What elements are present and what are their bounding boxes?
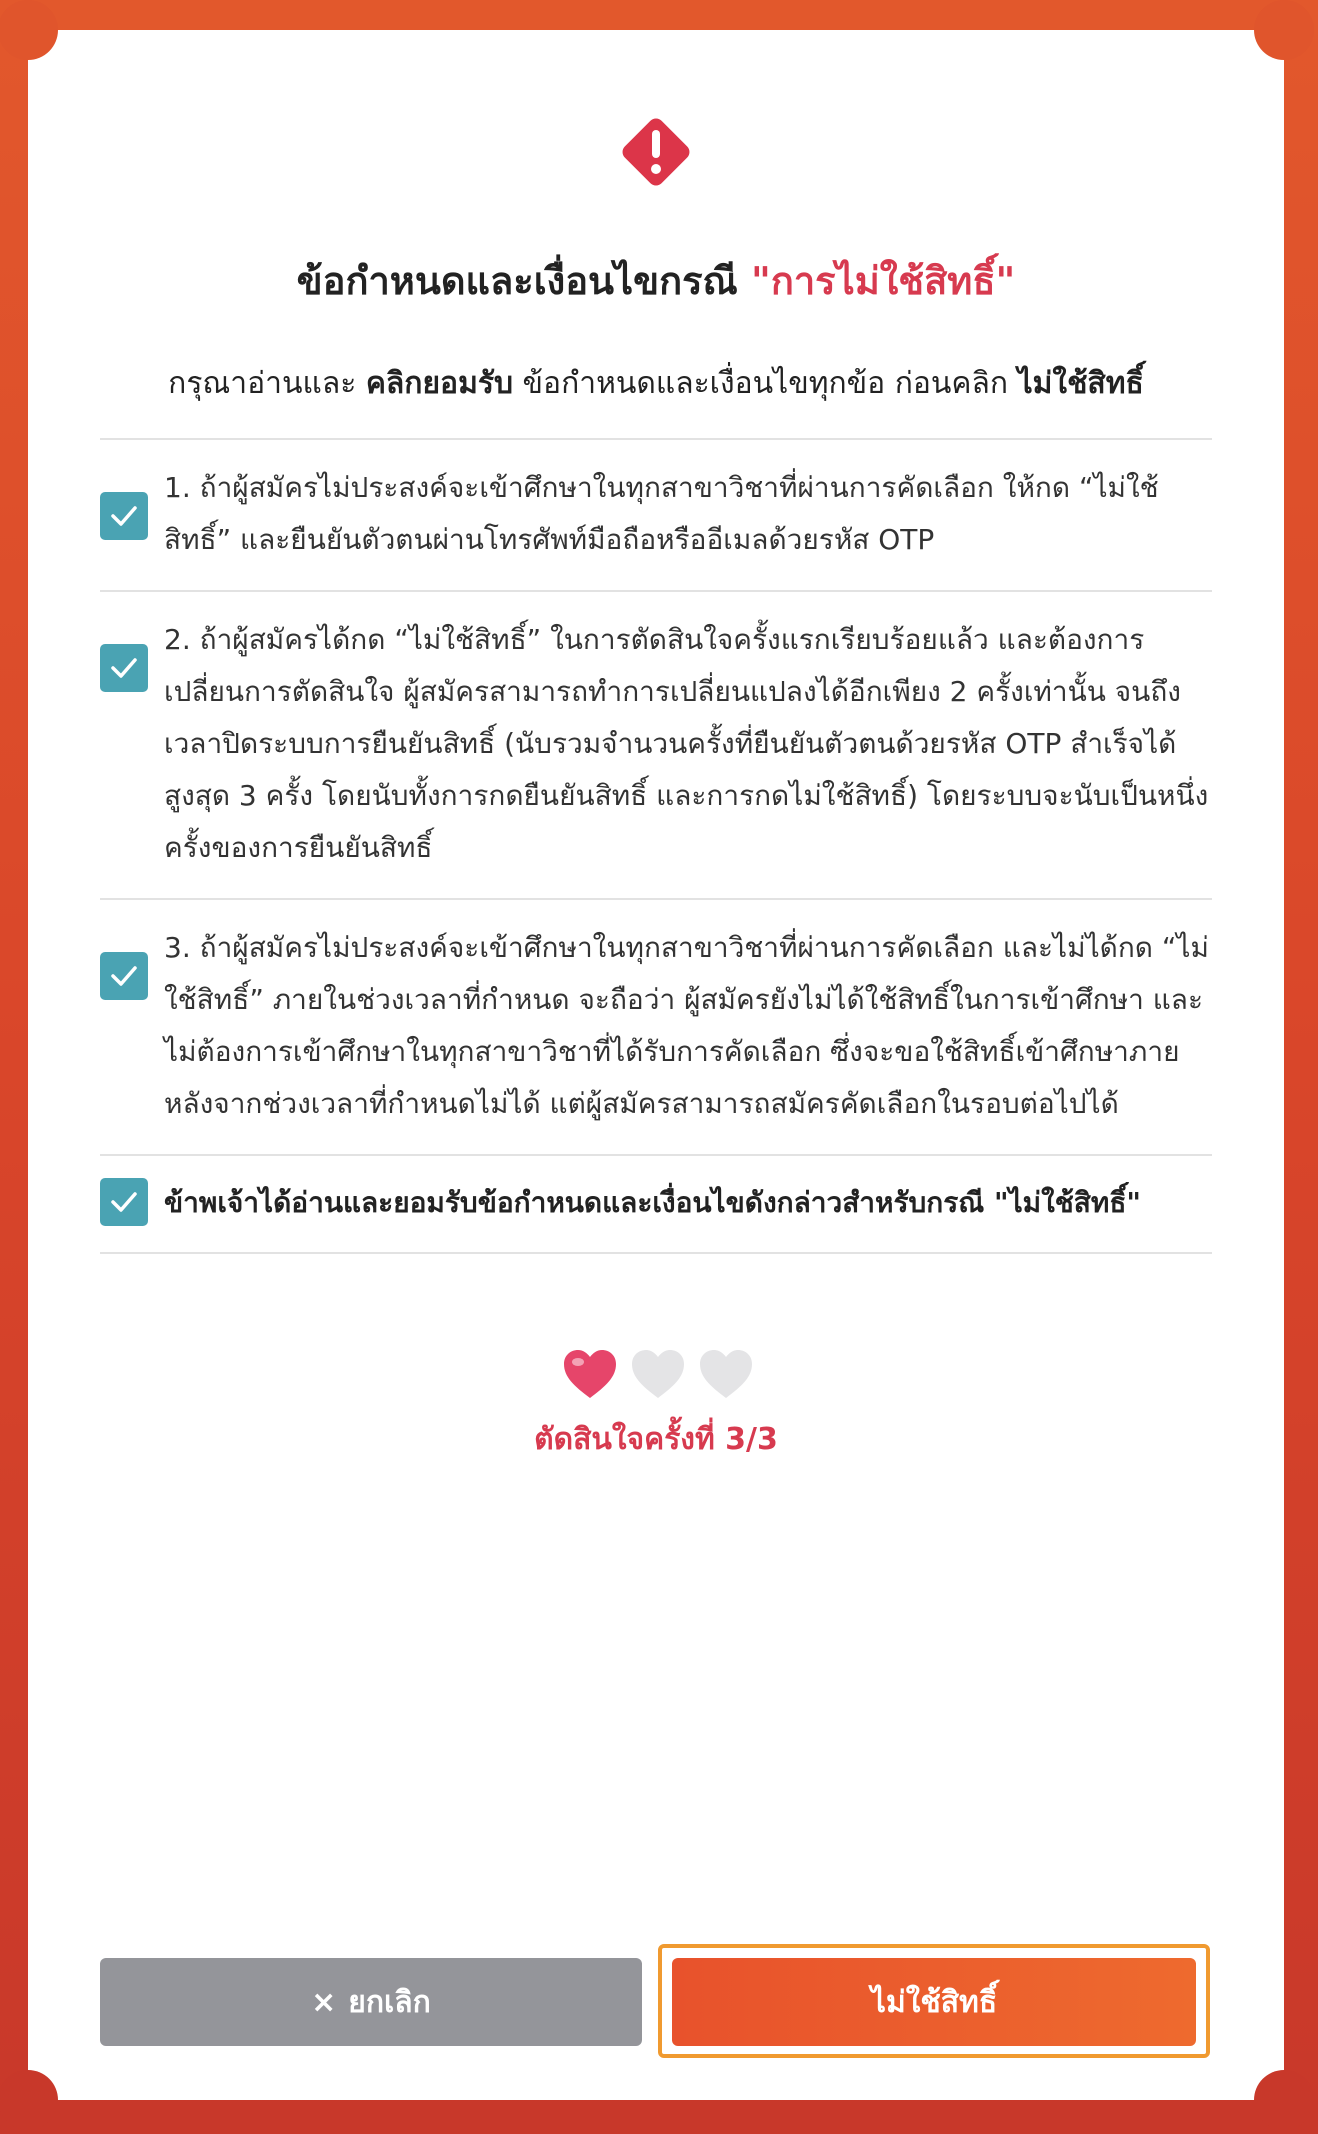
check-icon: [110, 503, 138, 529]
confirm-text: ข้าพเจ้าได้อ่านและยอมรับข้อกำหนดและเงื่อนไขดังกล่าวสำหรับกรณี "ไม่ใช้สิทธิ์": [164, 1186, 1142, 1219]
attempt-hearts: [562, 1348, 762, 1404]
corner-notch: [1254, 2070, 1314, 2130]
term-checkbox[interactable]: [100, 644, 148, 692]
term-item: [100, 900, 1212, 1154]
confirm-checkbox[interactable]: [100, 1178, 148, 1226]
title-text: ข้อกำหนดและเงื่อนไขกรณี: [296, 259, 752, 303]
corner-notch: [0, 0, 58, 60]
divider: [100, 1252, 1212, 1254]
term-item: [100, 592, 1212, 898]
warning-icon: [612, 108, 700, 196]
subtitle-text: กรุณาอ่านและ: [168, 366, 366, 401]
subtitle-text: ข้อกำหนดและเงื่อนไขทุกข้อ ก่อนคลิก: [513, 366, 1018, 401]
terms-list: [100, 438, 1212, 1254]
term-checkbox[interactable]: [100, 492, 148, 540]
cancel-label: ยกเลิก: [348, 1984, 431, 2020]
cancel-button[interactable]: [100, 1958, 642, 2046]
subtitle-bold-accept: คลิกยอมรับ: [365, 366, 514, 401]
decline-rights-button[interactable]: [672, 1958, 1196, 2046]
check-icon: [110, 963, 138, 989]
heart-empty-icon: [630, 1348, 686, 1400]
subtitle-bold-decline: ไม่ใช้สิทธิ์: [1017, 366, 1144, 401]
term-item: [100, 440, 1212, 590]
check-icon: [110, 1189, 138, 1215]
heart-filled-icon: [562, 1348, 618, 1400]
dialog-title: [28, 250, 1284, 311]
close-icon: ×: [311, 1984, 337, 2020]
title-accent: "การไม่ใช้สิทธิ์": [751, 259, 1016, 303]
term-text: 1. ถ้าผู้สมัครไม่ประสงค์จะเข้าศึกษาในทุกสาขาวิชาที่ผ่านการคัดเลือก ให้กด “ไม่ใช้สิทธิ์” และยืนยันตัวตนผ่านโทรศัพท์มือถือหรืออีเมลด้วยรหัส OTP: [164, 471, 1159, 556]
corner-notch: [0, 2070, 58, 2130]
term-text: 2. ถ้าผู้สมัครได้กด “ไม่ใช้สิทธิ์” ในการตัดสินใจครั้งแรกเรียบร้อยแล้ว และต้องการเปลี่ยนการตัดสินใจ ผู้สมัครสามารถทำการเปลี่ยนแปลงได้อีกเพียง 2 ครั้งเท่านั้น จนถึงเวลาปิดระบบการยืนยันสิทธิ์ (นับรวมจำนวนครั้งที่ยืนยันตัวตนด้วยรหัส OTP สำเร็จได้สูงสุด 3 ครั้ง โดยนับทั้งการกดยืนยันสิทธิ์ และการกดไม่ใช้สิทธิ์) โดยระบบจะนับเป็นหนึ่งครั้งของการยืนยันสิทธิ์: [164, 623, 1209, 864]
corner-notch: [1254, 0, 1314, 60]
heart-empty-icon: [698, 1348, 754, 1400]
check-icon: [110, 655, 138, 681]
decline-label: ไม่ใช้สิทธิ์: [870, 1984, 998, 2020]
attempt-counter: ตัดสินใจครั้งที่ 3/3: [534, 1422, 778, 1457]
term-text: 3. ถ้าผู้สมัครไม่ประสงค์จะเข้าศึกษาในทุกสาขาวิชาที่ผ่านการคัดเลือก และไม่ได้กด “ไม่ใช้สิทธิ์” ภายในช่วงเวลาที่กำหนด จะถือว่า ผู้สมัครยังไม่ได้ใช้สิทธิ์ในการเข้าศึกษา และไม่ต้องการเข้าศึกษาในทุกสาขาวิชาที่ได้รับการคัดเลือก ซึ่งจะขอใช้สิทธิ์เข้าศึกษาภายหลังจากช่วงเวลาที่กำหนดไม่ได้ แต่ผู้สมัครสามารถสมัครคัดเลือกในรอบต่อไปได้: [164, 931, 1209, 1120]
confirm-item: [100, 1156, 1212, 1252]
terms-dialog: [28, 30, 1284, 2100]
dialog-subtitle: [28, 360, 1284, 407]
term-checkbox[interactable]: [100, 952, 148, 1000]
